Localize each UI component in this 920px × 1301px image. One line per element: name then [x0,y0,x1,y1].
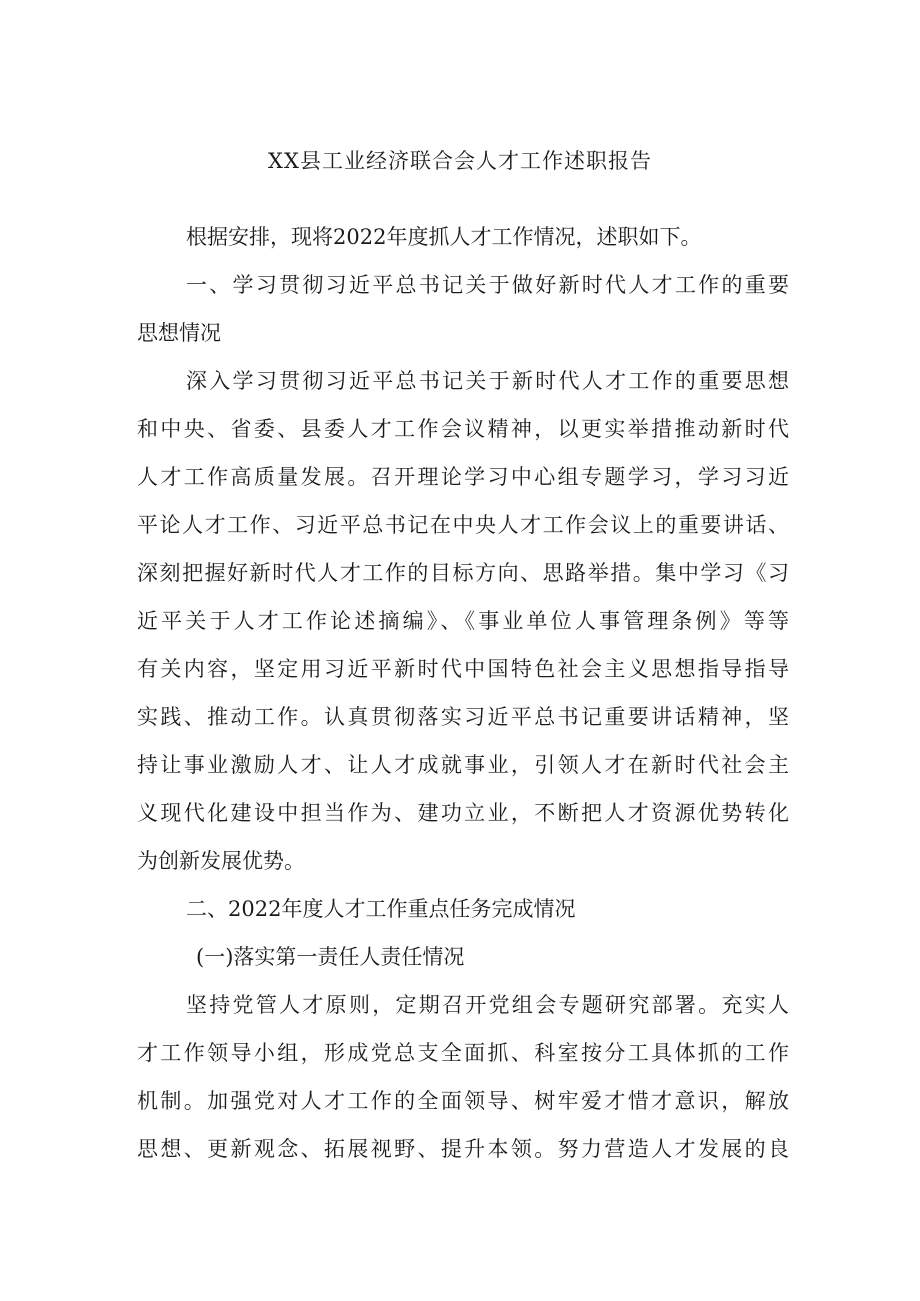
paragraph-line: 和中央、省委、县委人才工作会议精神，以更实举措推动新时代 [137,417,789,441]
paragraph-line: 持让事业激励人才、让人才成就事业，引领人才在新时代社会主 [137,753,789,777]
paragraph-line: 有关内容，坚定用习近平新时代中国特色社会主义思想指导指导 [137,657,789,681]
section-two-heading: 二、2022年度人才工作重点任务完成情况 [186,897,576,921]
paragraph-line: 近平关于人才工作论述摘编》、《事业单位人事管理条例》等等 [137,609,789,633]
intro-line: 根据安排，现将2022年度抓人才工作情况，述职如下。 [186,225,702,249]
paragraph-line: 实践、推动工作。认真贯彻落实习近平总书记重要讲话精神，坚 [137,705,789,729]
paragraph-line: 平论人才工作、习近平总书记在中央人才工作会议上的重要讲话、 [137,513,789,537]
section-one-heading-line-2: 思想情况 [137,321,221,345]
paragraph-line: 机制。加强党对人才工作的全面领导、树牢爱才惜才意识，解放 [137,1089,789,1113]
paragraph-line: 坚持党管人才原则，定期召开党组会专题研究部署。充实人 [186,993,789,1017]
subsection-heading: (一)落实第一责任人责任情况 [196,945,465,969]
paragraph-line: 思想、更新观念、拓展视野、提升本领。努力营造人才发展的良 [137,1137,789,1161]
paragraph-line: 才工作领导小组，形成党总支全面抓、科室按分工具体抓的工作 [137,1041,789,1065]
section-one-heading-line-1: 一、学习贯彻习近平总书记关于做好新时代人才工作的重要 [186,273,789,297]
paragraph-line: 为创新发展优势。 [137,849,305,873]
paragraph-line: 深入学习贯彻习近平总书记关于新时代人才工作的重要思想 [186,369,789,393]
paragraph-line: 义现代化建设中担当作为、建功立业，不断把人才资源优势转化 [137,801,789,825]
document-title: XX县工业经济联合会人才工作述职报告 [268,149,652,173]
paragraph-line: 人才工作高质量发展。召开理论学习中心组专题学习，学习习近 [137,465,789,489]
paragraph-line: 深刻把握好新时代人才工作的目标方向、思路举措。集中学习《习 [137,561,789,585]
